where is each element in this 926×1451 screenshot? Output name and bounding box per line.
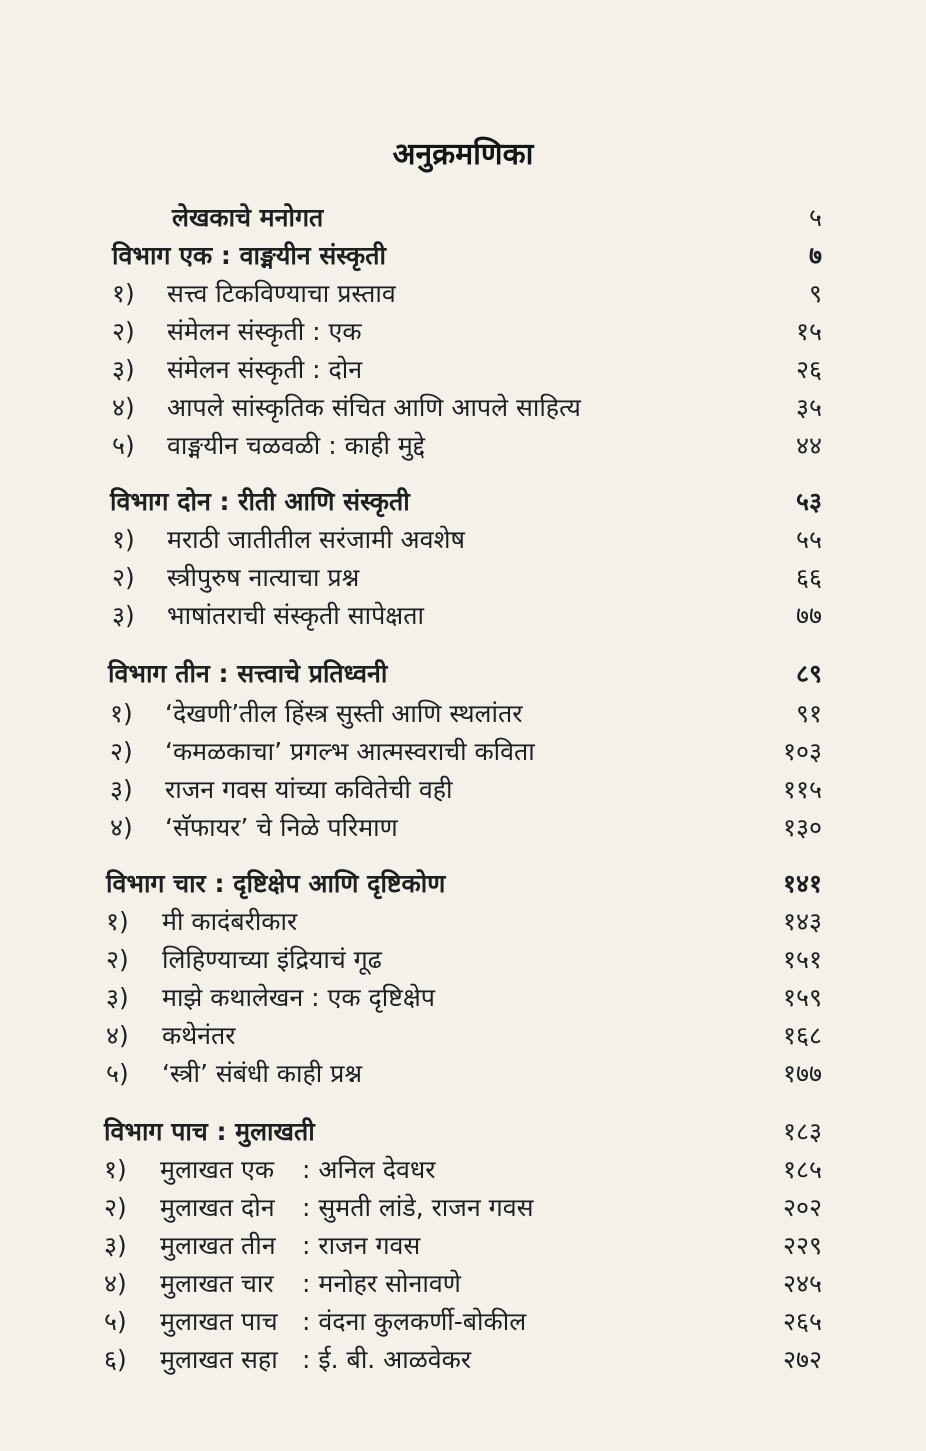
toc-entry — [112, 428, 822, 468]
toc-entry — [106, 1018, 822, 1058]
toc-entry — [112, 560, 822, 600]
section-title: विभाग चार : दृष्टिक्षेप आणि दृष्टिकोण — [106, 869, 446, 898]
entry-page: ३५ — [795, 393, 822, 422]
entry-label: लिहिण्याच्या इंद्रियाचं गूढ — [162, 945, 382, 974]
entry-number: ५) — [112, 431, 135, 460]
entry-page: ५ — [808, 203, 822, 232]
entry-label: ‘देखणी’तील हिंस्त्र सुस्ती आणि स्थलांतर — [165, 699, 523, 728]
section-title: विभाग दोन : रीती आणि संस्कृती — [110, 487, 410, 516]
toc-entry — [104, 1342, 822, 1382]
toc-entry — [106, 942, 822, 982]
entry-page: २६ — [795, 355, 822, 384]
toc-entry — [112, 352, 822, 392]
toc-entry — [104, 1190, 822, 1230]
section-heading — [106, 866, 822, 906]
entry-label: संमेलन संस्कृती : एक — [167, 317, 362, 346]
entry-label: कथेनंतर — [162, 1021, 236, 1050]
entry-number: २) — [106, 945, 129, 974]
entry-label: वाङ्मयीन चळवळी : काही मुद्दे — [167, 431, 425, 460]
section-page: १४१ — [782, 869, 822, 898]
entry-number: १) — [106, 907, 129, 936]
toc-entry — [112, 522, 822, 562]
interviewer-name: : मनोहर सोनावणे — [302, 1269, 461, 1298]
interviewer-name: : राजन गवस — [302, 1231, 421, 1260]
entry-number: ४) — [104, 1269, 127, 1298]
section-title: विभाग पाच : मुलाखती — [104, 1117, 315, 1146]
entry-number: ३) — [112, 601, 135, 630]
entry-label: मुलाखत चार — [160, 1269, 274, 1298]
toc-entry — [112, 390, 822, 430]
entry-number: ३) — [106, 983, 129, 1012]
entry-page: १६८ — [782, 1021, 822, 1050]
preface-entry — [172, 200, 822, 240]
section-heading — [104, 1114, 822, 1154]
entry-label: मुलाखत एक — [160, 1155, 275, 1184]
entry-page: १७७ — [782, 1059, 822, 1088]
entry-number: ५) — [106, 1059, 129, 1088]
entry-label: सत्त्व टिकविण्याचा प्रस्ताव — [167, 279, 396, 308]
section-heading — [112, 238, 822, 278]
section-title: विभाग तीन : सत्त्वाचे प्रतिध्वनी — [108, 659, 388, 688]
entry-label: ‘सॅफायर’ चे निळे परिमाण — [165, 813, 398, 842]
interviewer-name: : सुमती लांडे, राजन गवस — [302, 1193, 534, 1222]
interviewer-name: : ई. बी. आळवेकर — [302, 1345, 472, 1374]
entry-label: भाषांतराची संस्कृती सापेक्षता — [167, 601, 424, 630]
toc-entry — [106, 980, 822, 1020]
entry-label: मुलाखत दोन — [160, 1193, 275, 1222]
entry-number: ३) — [110, 775, 133, 804]
entry-label: संमेलन संस्कृती : दोन — [167, 355, 363, 384]
entry-number: ४) — [112, 393, 135, 422]
entry-page: ६६ — [795, 563, 822, 592]
section-page: ८९ — [795, 659, 822, 688]
entry-label: ‘स्त्री’ संबंधी काही प्रश्न — [162, 1059, 363, 1088]
entry-number: ४) — [110, 813, 133, 842]
entry-label: लेखकाचे मनोगत — [172, 203, 324, 232]
entry-number: २) — [104, 1193, 127, 1222]
entry-number: ३) — [104, 1231, 127, 1260]
entry-page: १०३ — [782, 737, 822, 766]
entry-label: स्त्रीपुरुष नात्याचा प्रश्न — [167, 563, 360, 592]
entry-page: २०२ — [782, 1193, 822, 1222]
entry-page: २७२ — [782, 1345, 822, 1374]
entry-page: १४३ — [782, 907, 822, 936]
section-page: ५३ — [795, 487, 822, 516]
entry-label: मुलाखत पाच — [160, 1307, 278, 1336]
entry-number: ५) — [104, 1307, 127, 1336]
toc-entry — [112, 276, 822, 316]
entry-number: २) — [112, 317, 135, 346]
interviewer-name: : अनिल देवधर — [302, 1155, 436, 1184]
entry-page: ४४ — [795, 431, 822, 460]
entry-page: २६५ — [782, 1307, 822, 1336]
section-heading — [110, 484, 822, 524]
entry-page: ९१ — [795, 699, 822, 728]
entry-number: ३) — [112, 355, 135, 384]
toc-entry — [104, 1228, 822, 1268]
section-title: विभाग एक : वाङ्मयीन संस्कृती — [112, 241, 386, 270]
entry-page: ११५ — [782, 775, 822, 804]
section-heading — [108, 656, 822, 696]
entry-number: १) — [110, 699, 133, 728]
entry-number: १) — [112, 525, 135, 554]
page-title: अनुक्रमणिका — [392, 137, 534, 172]
entry-number: २) — [112, 563, 135, 592]
entry-number: २) — [110, 737, 133, 766]
entry-label: राजन गवस यांच्या कवितेची वही — [165, 775, 453, 804]
toc-entry — [106, 904, 822, 944]
entry-number: ४) — [106, 1021, 129, 1050]
entry-page: ७७ — [795, 601, 822, 630]
entry-page: ९ — [808, 279, 822, 308]
section-page: ७ — [808, 241, 822, 270]
entry-page: १५१ — [782, 945, 822, 974]
entry-number: १) — [104, 1155, 127, 1184]
toc-entry — [106, 1056, 822, 1096]
entry-page: १८५ — [782, 1155, 822, 1184]
toc-entry — [104, 1152, 822, 1192]
toc-entry — [112, 314, 822, 354]
toc-entry — [110, 734, 822, 774]
entry-page: २२९ — [782, 1231, 822, 1260]
toc-entry — [112, 598, 822, 638]
toc-entry — [110, 810, 822, 850]
toc-entry — [110, 696, 822, 736]
entry-page: १५९ — [782, 983, 822, 1012]
toc-entry — [104, 1304, 822, 1344]
toc-entry — [104, 1266, 822, 1306]
entry-label: आपले सांस्कृतिक संचित आणि आपले साहित्य — [167, 393, 581, 422]
entry-label: ‘कमळकाचा’ प्रगल्भ आत्मस्वराची कविता — [165, 737, 535, 766]
entry-label: मुलाखत तीन — [160, 1231, 276, 1260]
section-page: १८३ — [782, 1117, 822, 1146]
entry-label: मुलाखत सहा — [160, 1345, 278, 1374]
entry-label: माझे कथालेखन : एक दृष्टिक्षेप — [162, 983, 435, 1012]
entry-page: १३० — [782, 813, 822, 842]
entry-page: १५ — [795, 317, 822, 346]
entry-number: १) — [112, 279, 135, 308]
entry-label: मी कादंबरीकार — [162, 907, 298, 936]
entry-label: मराठी जातीतील सरंजामी अवशेष — [167, 525, 465, 554]
entry-number: ६) — [104, 1345, 127, 1374]
interviewer-name: : वंदना कुलकर्णी-बोकील — [302, 1307, 527, 1336]
entry-page: २४५ — [782, 1269, 822, 1298]
entry-page: ५५ — [795, 525, 822, 554]
toc-entry — [110, 772, 822, 812]
